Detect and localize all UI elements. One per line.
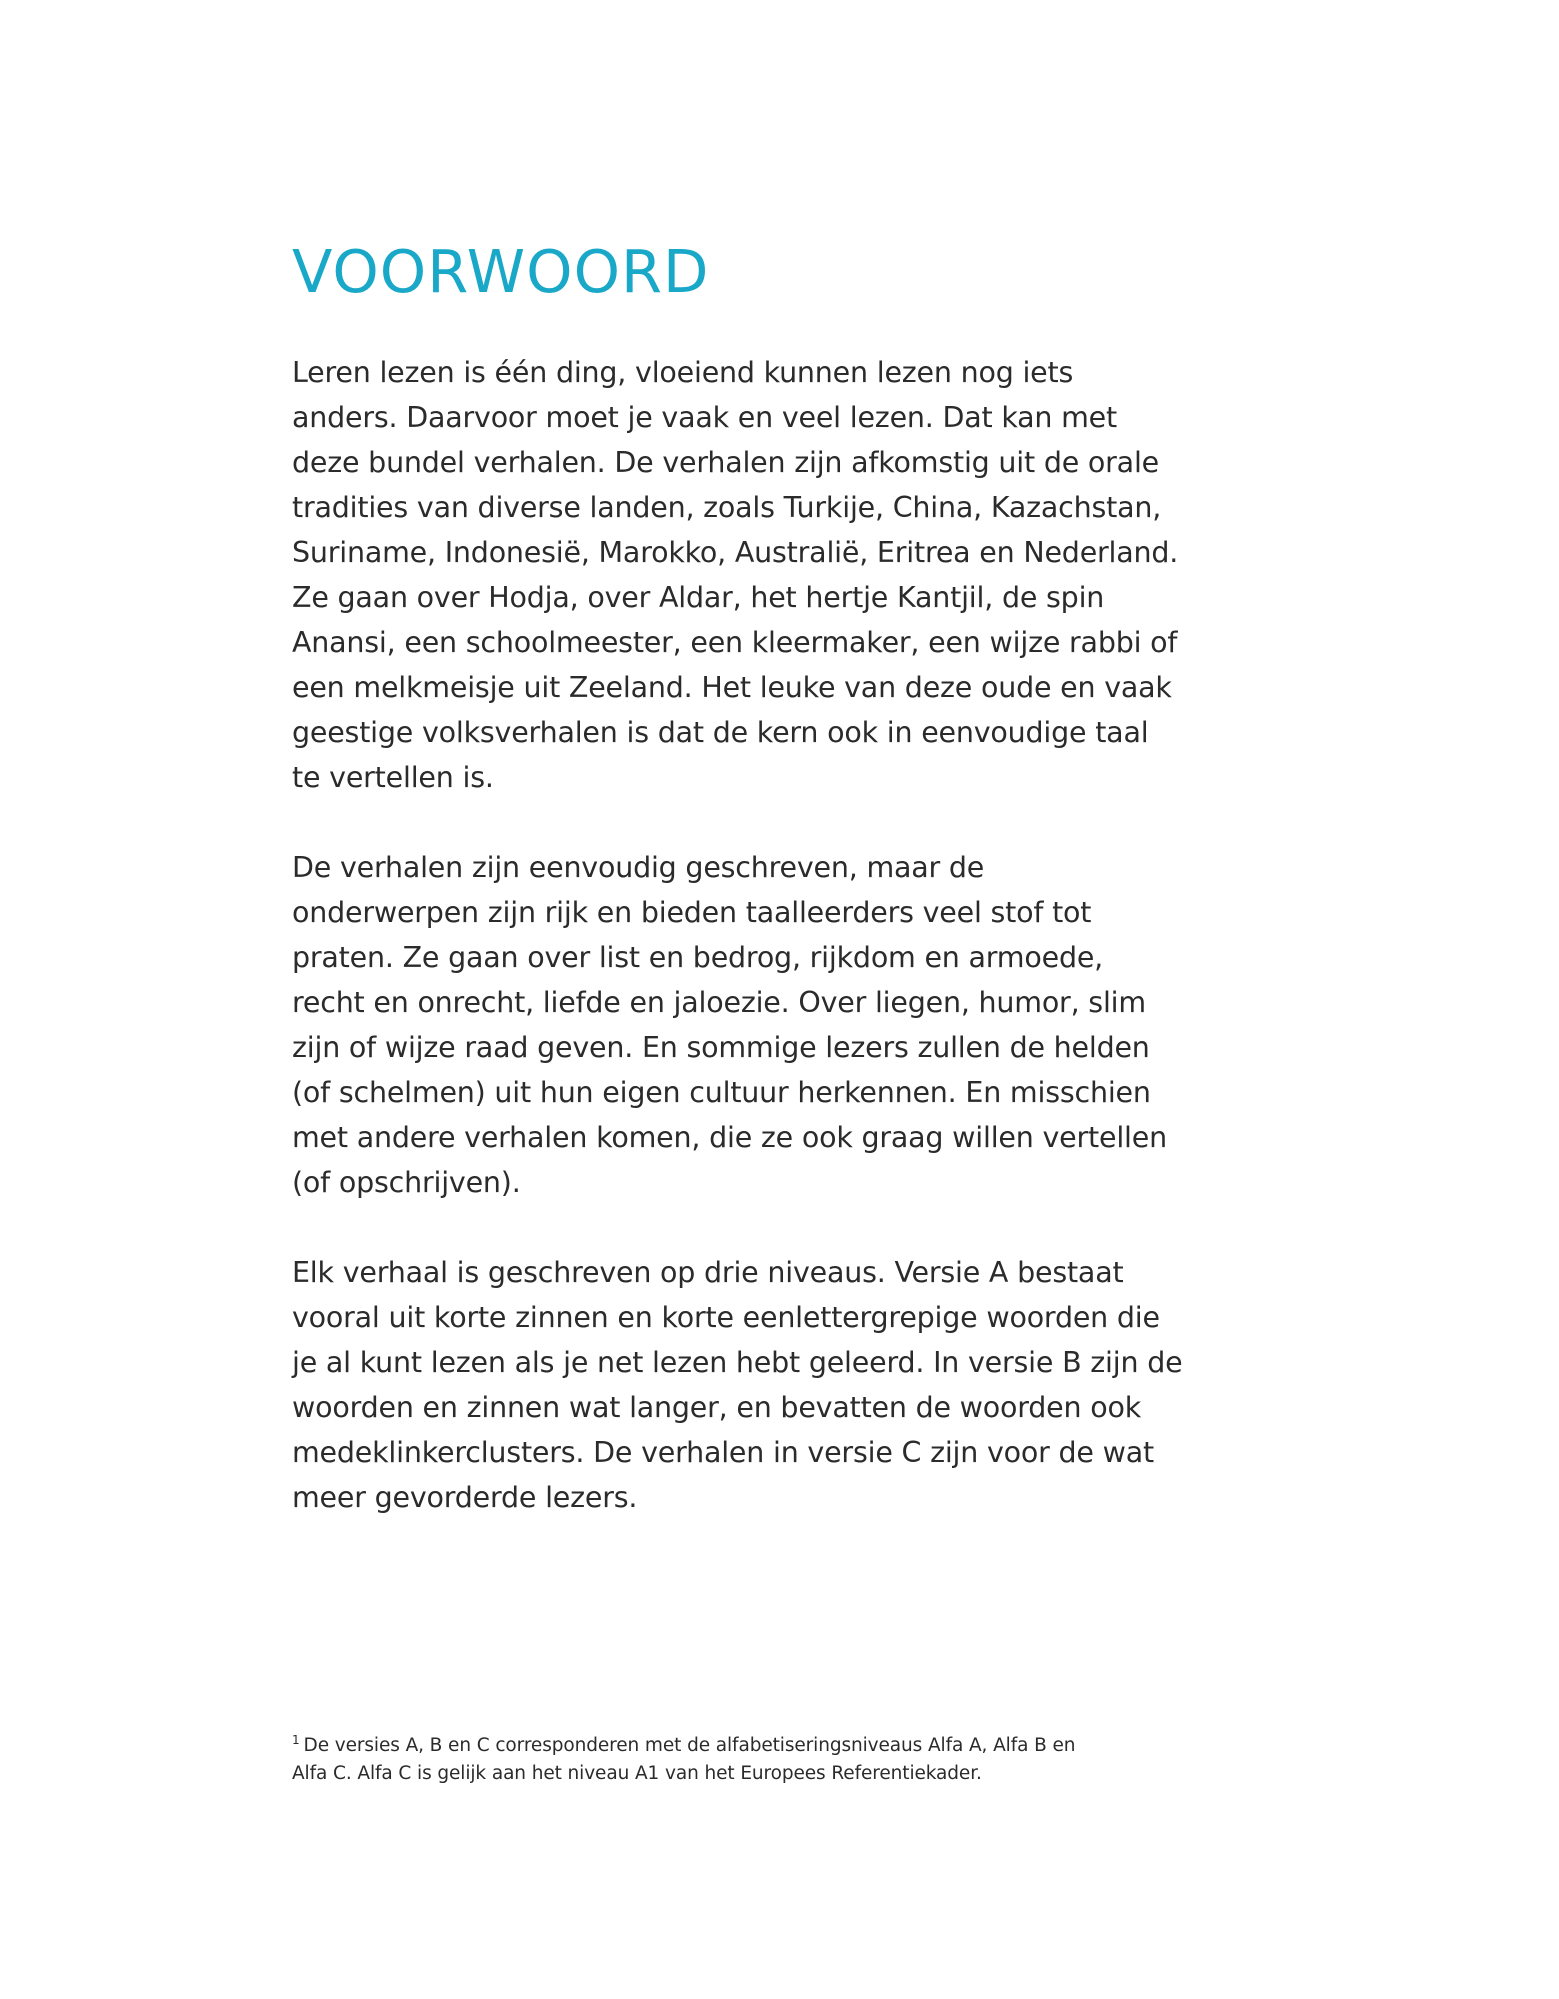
text-line: praten. Ze gaan over list en bedrog, rijkdom en armoede, (292, 941, 1104, 974)
text-line: (of schelmen) uit hun eigen cultuur herkennen. En misschien (292, 1076, 1151, 1109)
text-line: te vertellen is. (292, 761, 494, 794)
footnote (292, 1732, 1192, 1788)
text-line: zijn of wijze raad geven. En sommige lezers zullen de helden (292, 1031, 1150, 1064)
page-title: VOORWOORD (292, 237, 710, 306)
text-line: De verhalen zijn eenvoudig geschreven, maar de (292, 851, 985, 884)
footnote-marker: 1 (292, 1732, 300, 1747)
text-line: Elk verhaal is geschreven op drie niveaus. Versie A bestaat (292, 1256, 1124, 1289)
text-line: (of opschrijven). (292, 1166, 521, 1199)
footnote-text: De versies A, B en C corresponderen met de alfabetiseringsniveaus Alfa A, Alfa B en (303, 1735, 1076, 1756)
text-line: meer gevorderde lezers. (292, 1481, 638, 1514)
text-line: anders. Daarvoor moet je vaak en veel lezen. Dat kan met (292, 401, 1117, 434)
text-line: Ze gaan over Hodja, over Aldar, het hertje Kantjil, de spin (292, 581, 1105, 614)
paragraph-levels (292, 1250, 1192, 1520)
text-line: deze bundel verhalen. De verhalen zijn afkomstig uit de orale (292, 446, 1160, 479)
text-line: geestige volksverhalen is dat de kern ook in eenvoudige taal (292, 716, 1149, 749)
text-line: woorden en zinnen wat langer, en bevatten de woorden ook (292, 1391, 1142, 1424)
text-line: vooral uit korte zinnen en korte eenlettergrepige woorden die (292, 1301, 1160, 1334)
text-line: recht en onrecht, liefde en jaloezie. Over liegen, humor, slim (292, 986, 1146, 1019)
text-line: medeklinkerclusters. De verhalen in versie C zijn voor de wat (292, 1436, 1154, 1469)
text-line: Suriname, Indonesië, Marokko, Australië, Eritrea en Nederland. (292, 536, 1179, 569)
text-line: je al kunt lezen als je net lezen hebt geleerd. In versie B zijn de (292, 1346, 1183, 1379)
text-line: Anansi, een schoolmeester, een kleermaker, een wijze rabbi of (292, 626, 1178, 659)
text-line: een melkmeisje uit Zeeland. Het leuke van deze oude en vaak (292, 671, 1172, 704)
text-line: onderwerpen zijn rijk en bieden taalleerders veel stof tot (292, 896, 1092, 929)
text-line: tradities van diverse landen, zoals Turkije, China, Kazachstan, (292, 491, 1162, 524)
paragraph-intro (292, 350, 1192, 800)
text-line: Leren lezen is één ding, vloeiend kunnen lezen nog iets (292, 356, 1074, 389)
footnote-line: Alfa C. Alfa C is gelijk aan het niveau A1 van het Europees Referentiekader. (292, 1763, 982, 1784)
text-line: met andere verhalen komen, die ze ook graag willen vertellen (292, 1121, 1167, 1154)
footnote-line (292, 1732, 1192, 1760)
paragraph-topics (292, 845, 1192, 1205)
body-text (292, 350, 1192, 1565)
